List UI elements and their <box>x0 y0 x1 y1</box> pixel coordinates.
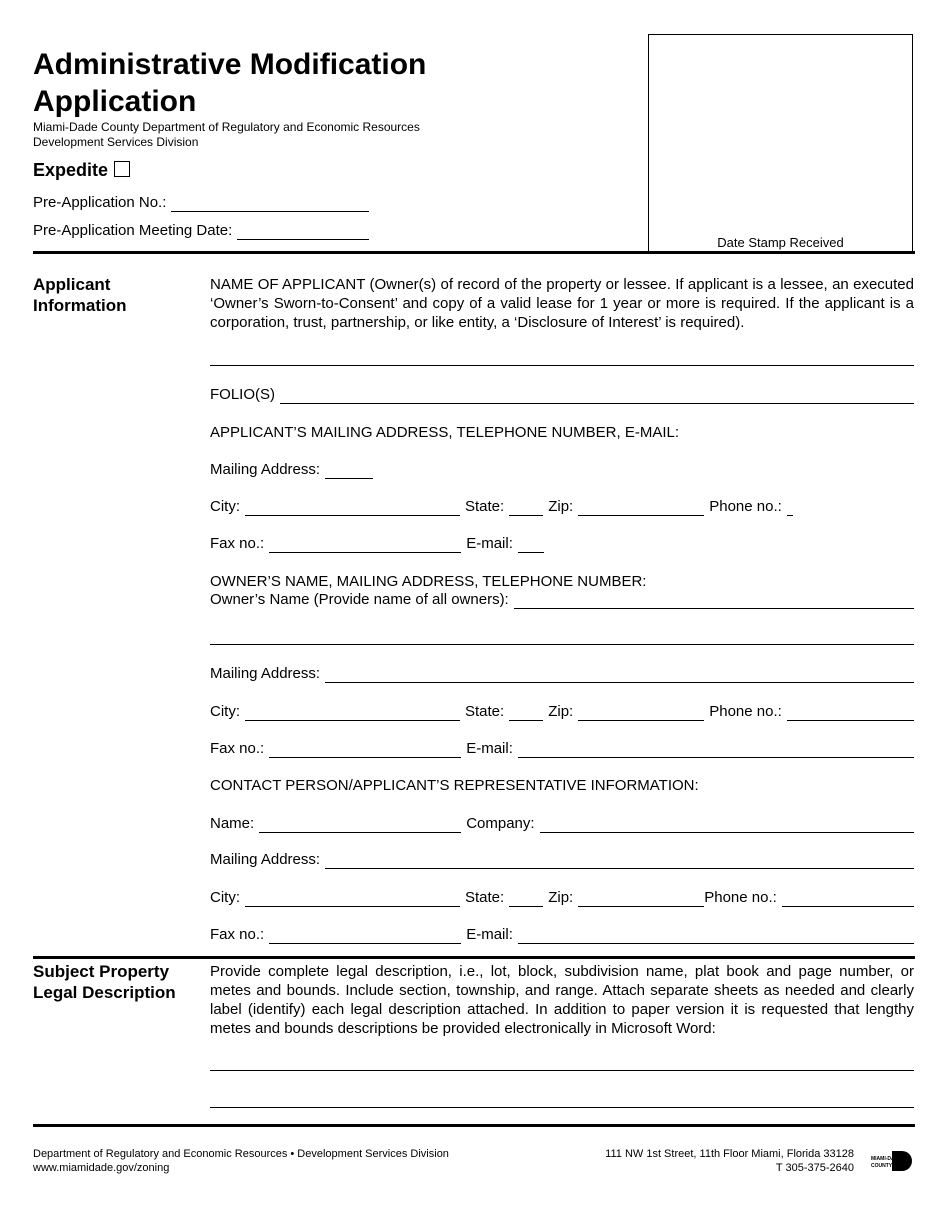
footer-left <box>33 1147 449 1175</box>
title-line-1: Administrative Modification <box>33 48 427 81</box>
applicant-heading-line-1: Applicant <box>33 275 111 294</box>
applicant-mailing-row <box>210 461 373 479</box>
applicant-fax-field[interactable] <box>269 536 461 553</box>
expedite-label: Expedite <box>33 160 109 180</box>
pre-app-no-label: Pre-Application No.: <box>33 194 167 211</box>
legal-heading-line-2: Legal Description <box>33 983 176 1002</box>
owner-email-field[interactable] <box>518 741 914 758</box>
state-label: State: <box>465 703 505 720</box>
email-label: E-mail: <box>466 740 513 757</box>
logo-text-1: MIAMI-DADE <box>871 1156 902 1162</box>
contact-state-field[interactable] <box>509 890 543 907</box>
owner-city-row <box>210 703 914 721</box>
applicant-city-field[interactable] <box>245 499 460 516</box>
applicant-mailing-address-field[interactable] <box>325 462 373 479</box>
fax-label: Fax no.: <box>210 740 265 757</box>
company-label: Company: <box>466 815 535 832</box>
folio-field[interactable] <box>280 387 914 404</box>
email-label: E-mail: <box>466 926 513 943</box>
legal-heading-line-1: Subject Property <box>33 962 170 981</box>
legal-description-field-2[interactable] <box>210 1107 914 1108</box>
name-label: Name: <box>210 815 255 832</box>
owner-fax-row <box>210 740 914 758</box>
footer-address: 111 NW 1st Street, 11th Floor Miami, Florida 33128 <box>605 1148 854 1160</box>
date-stamp-label: Date Stamp Received <box>717 235 844 250</box>
owner-name-field-2[interactable] <box>210 644 914 645</box>
city-label: City: <box>210 889 240 906</box>
contact-mailing-row <box>210 851 914 869</box>
contact-heading: CONTACT PERSON/APPLICANT’S REPRESENTATIVE INFORMATION: <box>210 777 699 794</box>
mailing-address-label: Mailing Address: <box>210 665 321 682</box>
title-line-2: Application <box>33 85 197 118</box>
page-title <box>33 46 553 120</box>
header-divider <box>33 251 915 254</box>
owner-name-label: Owner’s Name (Provide name of all owners): <box>210 591 509 608</box>
logo-text-2: COUNTY <box>871 1163 893 1169</box>
contact-name-row <box>210 815 914 833</box>
footer-website: www.miamidade.gov/zoning <box>33 1162 170 1174</box>
department-name <box>33 120 420 150</box>
contact-email-field[interactable] <box>518 927 914 944</box>
applicant-intro-text: NAME OF APPLICANT (Owner(s) of record of the property or lessee. If applicant is a lessee, an executed ‘Owner’s Sworn-to-Consent’ and copy of a valid lease for 1 year or more is required. If the applicant is a corporation, trust, partnership, or like entity, a ‘Disclosure of Interest’ is required). <box>210 276 914 331</box>
folio-row <box>210 386 914 404</box>
phone-label: Phone no.: <box>709 498 782 515</box>
applicant-city-row <box>210 498 810 516</box>
mailing-address-label: Mailing Address: <box>210 851 321 868</box>
pre-app-no-row <box>33 194 369 212</box>
owner-heading: OWNER’S NAME, MAILING ADDRESS, TELEPHONE NUMBER: <box>210 573 647 590</box>
email-label: E-mail: <box>466 535 513 552</box>
owner-zip-field[interactable] <box>578 704 704 721</box>
legal-section-heading <box>33 961 176 1003</box>
date-stamp-box <box>648 34 913 252</box>
fax-label: Fax no.: <box>210 926 265 943</box>
state-label: State: <box>465 889 505 906</box>
county-logo <box>870 1150 914 1172</box>
contact-fax-row <box>210 926 914 944</box>
city-label: City: <box>210 703 240 720</box>
owner-block <box>210 572 914 609</box>
zip-label: Zip: <box>548 889 574 906</box>
fax-label: Fax no.: <box>210 535 265 552</box>
owner-name-field[interactable] <box>514 592 914 609</box>
contact-mailing-address-field[interactable] <box>325 852 914 869</box>
owner-city-field[interactable] <box>245 704 460 721</box>
owner-mailing-address-field[interactable] <box>325 666 914 683</box>
applicant-heading-line-2: Information <box>33 296 127 315</box>
state-label: State: <box>465 498 505 515</box>
legal-description-text: Provide complete legal description, i.e., lot, block, subdivision name, plat book and page number, or metes and bounds. Include section, township, and range. Attach separate sheets as needed and clearly label (identify) each legal description attached. In addition to paper version it is requested that lengthy metes and bounds descriptions be provided electronically in Microsoft Word: <box>210 963 914 1037</box>
owner-phone-field[interactable] <box>787 704 914 721</box>
phone-label: Phone no.: <box>709 703 782 720</box>
city-label: City: <box>210 498 240 515</box>
pre-app-date-field[interactable] <box>237 223 369 240</box>
footer-divider <box>33 1124 915 1127</box>
footer-right <box>605 1147 854 1175</box>
applicant-section-heading <box>33 274 127 316</box>
contact-city-row <box>210 889 914 907</box>
dept-line-2: Development Services Division <box>33 135 199 149</box>
applicant-state-field[interactable] <box>509 499 543 516</box>
applicant-phone-field[interactable] <box>787 499 793 516</box>
contact-city-field[interactable] <box>245 890 460 907</box>
county-logo-icon <box>870 1150 914 1172</box>
owner-fax-field[interactable] <box>269 741 461 758</box>
applicant-email-field[interactable] <box>518 536 544 553</box>
expedite-option <box>33 160 130 181</box>
contact-fax-field[interactable] <box>269 927 461 944</box>
pre-app-no-field[interactable] <box>171 195 369 212</box>
footer-department: Department of Regulatory and Economic Resources • Development Services Division <box>33 1148 449 1160</box>
contact-name-field[interactable] <box>259 816 461 833</box>
owner-state-field[interactable] <box>509 704 543 721</box>
phone-label: Phone no.: <box>704 889 777 906</box>
applicant-zip-field[interactable] <box>578 499 704 516</box>
zip-label: Zip: <box>548 703 574 720</box>
applicant-fax-row <box>210 535 544 553</box>
contact-zip-field[interactable] <box>578 890 704 907</box>
folio-label: FOLIO(S) <box>210 386 276 403</box>
contact-company-field[interactable] <box>540 816 914 833</box>
owner-mailing-row <box>210 665 914 683</box>
applicant-name-field[interactable] <box>210 365 914 366</box>
footer-phone: T 305-375-2640 <box>775 1162 854 1174</box>
pre-app-date-label: Pre-Application Meeting Date: <box>33 222 233 239</box>
contact-phone-field[interactable] <box>782 890 914 907</box>
zip-label: Zip: <box>548 498 574 515</box>
expedite-checkbox[interactable] <box>114 161 130 177</box>
mailing-address-label: Mailing Address: <box>210 461 321 478</box>
pre-app-date-row <box>33 222 369 240</box>
applicant-mailing-heading: APPLICANT’S MAILING ADDRESS, TELEPHONE NUMBER, E-MAIL: <box>210 424 679 441</box>
dept-line-1: Miami-Dade County Department of Regulatory and Economic Resources <box>33 120 420 134</box>
owner-name-row <box>210 591 914 609</box>
section-divider <box>33 956 915 959</box>
legal-description-field-1[interactable] <box>210 1070 914 1071</box>
